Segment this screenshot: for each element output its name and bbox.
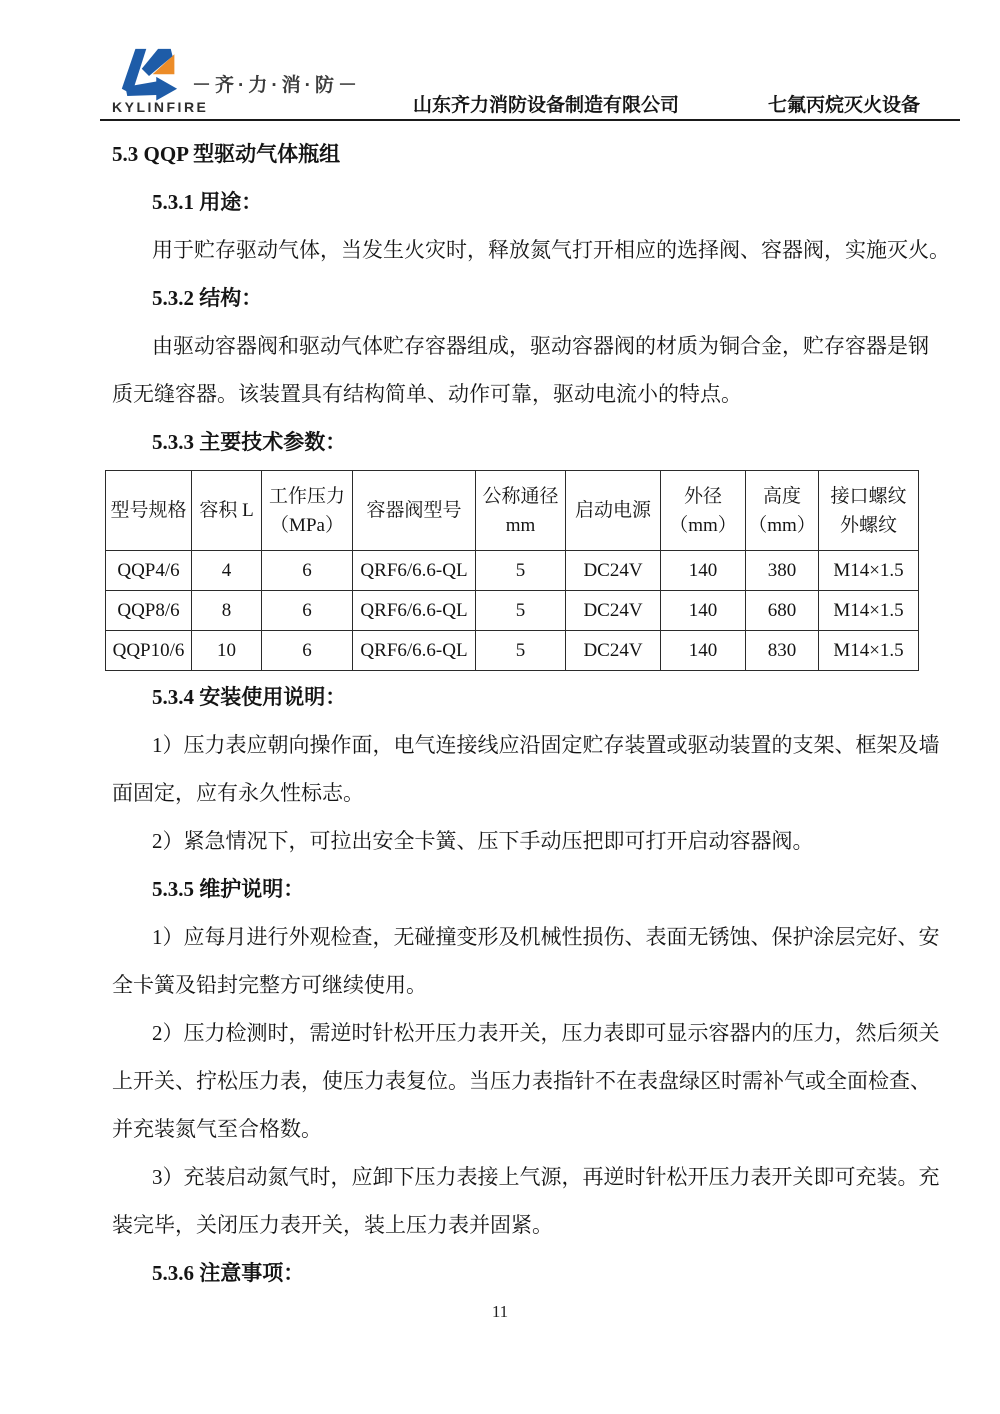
- tech-params-table: [105, 470, 919, 671]
- page-number: 11: [491, 1302, 509, 1321]
- document-header: [0, 0, 1000, 124]
- table-cell: 8: [192, 591, 262, 631]
- company-name: 山东齐力消防设备制造有限公司: [413, 95, 680, 116]
- table-header-volume: [192, 471, 262, 551]
- table-cell: QRF6/6.6-QL: [353, 631, 476, 671]
- table-header-pressure: [262, 471, 353, 551]
- table-cell: QQP10/6: [106, 631, 192, 671]
- table-header-model: [106, 471, 192, 551]
- table-cell: QQP4/6: [106, 551, 192, 591]
- table-cell: 5: [476, 591, 566, 631]
- table-cell: 830: [746, 631, 819, 671]
- table-cell: 5: [476, 631, 566, 671]
- table-cell: DC24V: [566, 631, 661, 671]
- table-header-line: 公称通径: [482, 485, 559, 507]
- table-header-nominal-diameter: [476, 471, 566, 551]
- table-cell: 4: [192, 551, 262, 591]
- table-cell: 5: [476, 551, 566, 591]
- section-5-3-6-title: 5.3.6 注意事项：: [152, 1261, 305, 1285]
- table-cell: 680: [746, 591, 819, 631]
- paragraph-line: 装完毕，关闭压力表开关，装上压力表并固紧。: [112, 1213, 553, 1237]
- table-cell: M14×1.5: [819, 551, 919, 591]
- table-header-thread: [819, 471, 919, 551]
- table-cell: M14×1.5: [819, 591, 919, 631]
- logo-brand-text: KYLINFIRE: [112, 99, 209, 115]
- table-cell: 140: [661, 551, 746, 591]
- table-cell: 10: [192, 631, 262, 671]
- table-cell: 6: [262, 631, 353, 671]
- table-cell: 6: [262, 551, 353, 591]
- table-header-valve-model: [353, 471, 476, 551]
- paragraph-line: 并充装氮气至合格数。: [112, 1117, 322, 1141]
- section-5-3-title: 5.3 QQP 型驱动气体瓶组: [112, 142, 341, 166]
- table-header-height: [746, 471, 819, 551]
- table-cell: 380: [746, 551, 819, 591]
- table-header-line: mm: [505, 514, 536, 536]
- table-header-line: 工作压力: [268, 485, 345, 507]
- section-5-3-3-title: 5.3.3 主要技术参数：: [152, 430, 347, 454]
- table-cell: DC24V: [566, 591, 661, 631]
- table-header-line: （MPa）: [270, 514, 344, 536]
- paragraph-line: 用于贮存驱动气体，当发生火灾时，释放氮气打开相应的选择阀、容器阀，实施灭火。: [152, 238, 950, 262]
- table-header-line: 启动电源: [574, 500, 651, 521]
- table-cell: 6: [262, 591, 353, 631]
- kylinfire-logo-icon: [120, 48, 178, 104]
- table-row: [106, 631, 919, 671]
- section-5-3-1-title: 5.3.1 用途：: [152, 190, 263, 214]
- table-row: [106, 551, 919, 591]
- table-cell: 140: [661, 591, 746, 631]
- section-5-3-2-title: 5.3.2 结构：: [152, 286, 263, 310]
- section-5-3-4-title: 5.3.4 安装使用说明：: [152, 685, 347, 709]
- table-header-line: 外径: [683, 485, 722, 507]
- paragraph-line: 质无缝容器。该装置具有结构简单、动作可靠，驱动电流小的特点。: [112, 382, 742, 406]
- table-cell: 140: [661, 631, 746, 671]
- header-rule: [100, 119, 960, 121]
- table-cell: QQP8/6: [106, 591, 192, 631]
- paragraph-line: 全卡簧及铅封完整方可继续使用。: [112, 973, 427, 997]
- paragraph-line: 3）充装启动氮气时，应卸下压力表接上气源，再逆时针松开压力表开关即可充装。充: [152, 1165, 940, 1189]
- table-header-row: [106, 471, 919, 551]
- paragraph-line: 面固定，应有永久性标志。: [112, 781, 364, 805]
- table-cell: DC24V: [566, 551, 661, 591]
- document-body: [110, 130, 950, 1297]
- table-cell: QRF6/6.6-QL: [353, 551, 476, 591]
- paragraph-line: 1）压力表应朝向操作面，电气连接线应沿固定贮存装置或驱动装置的支架、框架及墙: [152, 733, 940, 757]
- logo-tagline: －齐·力·消·防－: [192, 75, 361, 96]
- paragraph-line: 1）应每月进行外观检查，无碰撞变形及机械性损伤、表面无锈蚀、保护涂层完好、安: [152, 925, 940, 949]
- table-header-line: 接口螺纹: [830, 485, 907, 507]
- table-header-line: 容器阀型号: [366, 500, 462, 521]
- table-header-outer-diameter: [661, 471, 746, 551]
- table-cell: M14×1.5: [819, 631, 919, 671]
- paragraph-line: 2）紧急情况下，可拉出安全卡簧、压下手动压把即可打开启动容器阀。: [152, 829, 814, 853]
- paragraph-line: 2）压力检测时，需逆时针松开压力表开关，压力表即可显示容器内的压力，然后须关: [152, 1021, 940, 1045]
- table-cell: QRF6/6.6-QL: [353, 591, 476, 631]
- table-header-start-power: [566, 471, 661, 551]
- table-header-line: 高度: [762, 485, 801, 507]
- table-header-line: （mm）: [669, 514, 737, 536]
- table-header-line: 外螺纹: [839, 514, 897, 536]
- table-row: [106, 591, 919, 631]
- table-header-line: 容积 L: [199, 500, 254, 521]
- table-header-line: （mm）: [748, 514, 816, 536]
- section-5-3-5-title: 5.3.5 维护说明：: [152, 877, 305, 901]
- paragraph-line: 上开关、拧松压力表，使压力表复位。当压力表指针不在表盘绿区时需补气或全面检查、: [112, 1069, 931, 1093]
- product-name: 七氟丙烷灭火设备: [768, 95, 921, 116]
- table-header-line: 型号规格: [110, 500, 187, 521]
- paragraph-line: 由驱动容器阀和驱动气体贮存容器组成，驱动容器阀的材质为铜合金，贮存容器是钢: [152, 334, 929, 358]
